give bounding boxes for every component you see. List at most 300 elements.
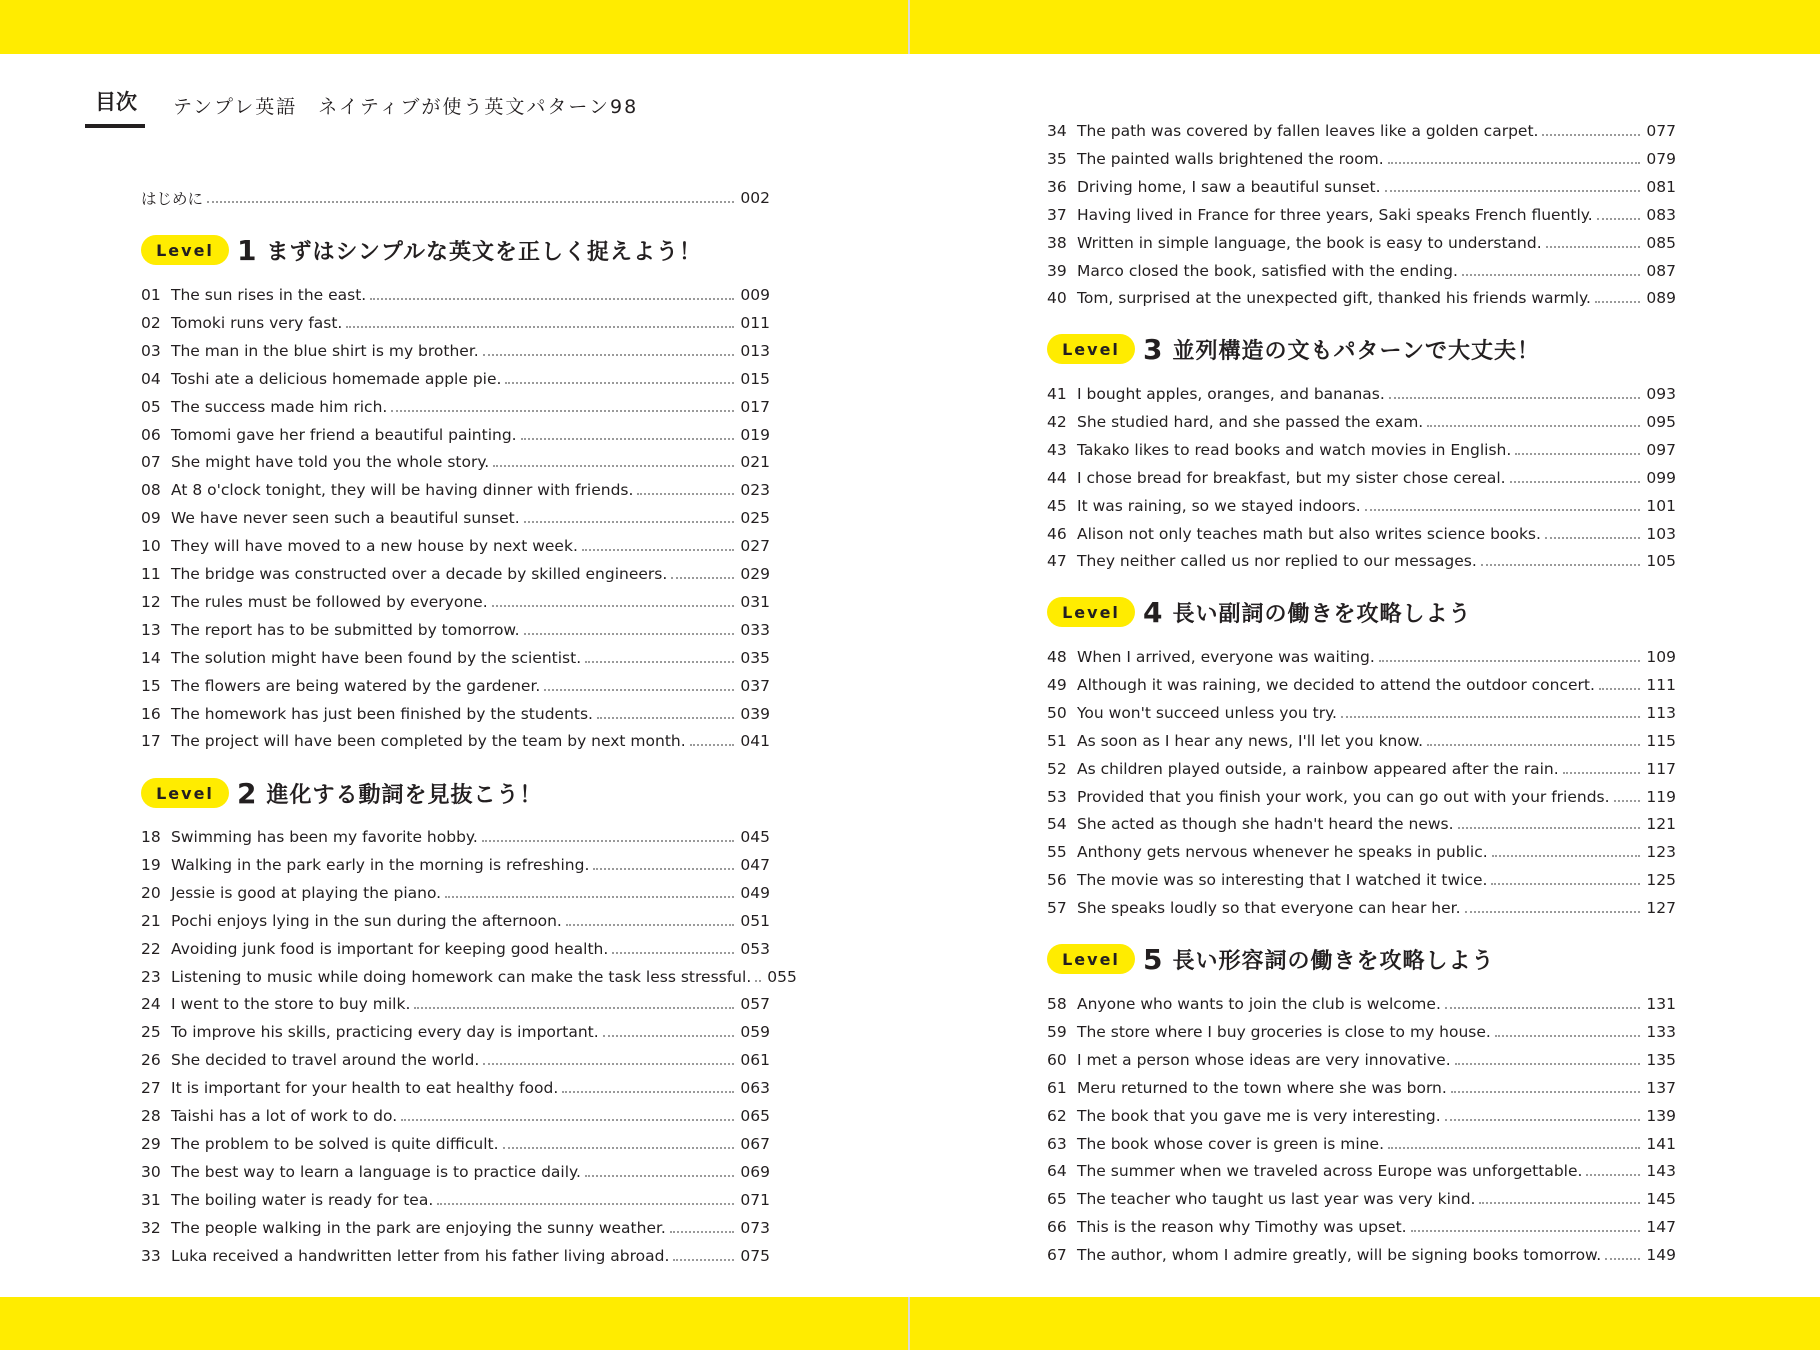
page-number: 095 [1646,413,1676,431]
entry-number: 12 [141,593,161,611]
page-number: 075 [740,1247,770,1265]
entry-number: 45 [1047,497,1067,515]
entry-number: 58 [1047,995,1067,1013]
page-number: 099 [1646,469,1676,487]
page-number: 025 [740,509,770,527]
entry-number: 40 [1047,289,1067,307]
page-number: 105 [1646,552,1676,570]
dot-leader [755,980,761,982]
entry-number: 53 [1047,788,1067,806]
toc-entry [1047,466,1676,490]
toc-entry [141,1020,770,1044]
dot-leader [445,896,734,898]
level-heading-4 [1047,595,1472,629]
level-title: まずはシンプルな英文を正しく捉えよう！ [266,239,703,265]
entry-text: You won't succeed unless you try. [1077,704,1337,722]
entry-text: As soon as I hear any news, I'll let you know. [1077,732,1424,750]
entry-text: She speaks loudly so that everyone can hear her. [1077,899,1461,917]
toc-entry [141,1216,770,1240]
entry-number: 01 [141,286,161,304]
entry-number: 27 [141,1079,161,1097]
entry-text: Having lived in France for three years, Saki speaks French fluently. [1077,206,1593,224]
dot-leader [597,717,734,719]
dot-leader [1365,509,1641,511]
dot-leader [1545,537,1640,539]
entry-text: Provided that you finish your work, you can go out with your friends. [1077,788,1610,806]
dot-leader [673,1259,734,1261]
entry-number: 08 [141,481,161,499]
toc-heading: 目次 [95,90,137,114]
toc-entry [1047,1020,1676,1044]
entry-number: 22 [141,940,161,958]
entry-text: Meru returned to the town where she was born. [1077,1079,1447,1097]
entry-text: The bridge was constructed over a decade by skilled engineers. [171,565,668,583]
entry-number: 04 [141,370,161,388]
level-badge: Level [141,235,229,265]
dot-leader [1542,134,1640,136]
entry-text: Taishi has a lot of work to do. [171,1107,398,1125]
toc-entry [141,937,770,961]
entry-number: 31 [141,1191,161,1209]
entry-number: 65 [1047,1190,1067,1208]
toc-entry [1047,729,1676,753]
page-number: 143 [1646,1162,1676,1180]
page-number: 127 [1646,899,1676,917]
page-number: 119 [1646,788,1676,806]
page-number: 033 [740,621,770,639]
entry-number: 09 [141,509,161,527]
toc-entry [1047,812,1676,836]
toc-entry [1047,147,1676,171]
entry-text: Swimming has been my favorite hobby. [171,828,478,846]
intro-entry [141,186,770,210]
page-number: 097 [1646,441,1676,459]
dot-leader [593,868,734,870]
page-number: 039 [740,705,770,723]
entry-text: Alison not only teaches math but also writes science books. [1077,525,1541,543]
entry-number: 39 [1047,262,1067,280]
entry-text: The man in the blue shirt is my brother. [171,342,479,360]
toc-entry [141,562,770,586]
entry-text: Tom, surprised at the unexpected gift, thanked his friends warmly. [1077,289,1591,307]
entry-text: She might have told you the whole story. [171,453,490,471]
toc-entry [141,1160,770,1184]
dot-leader [524,521,735,523]
dot-leader [1595,301,1640,303]
entry-text: Jessie is good at playing the piano. [171,884,442,902]
entry-number: 60 [1047,1051,1067,1069]
page-number: 051 [740,912,770,930]
page-number: 053 [740,940,770,958]
toc-entry [1047,673,1676,697]
entry-text: She studied hard, and she passed the exam. [1077,413,1424,431]
top-yellow-band [0,0,1820,54]
toc-entry [1047,868,1676,892]
entry-text: I bought apples, oranges, and bananas. [1077,385,1385,403]
page-number: 015 [740,370,770,388]
dot-leader [207,201,734,203]
page-number: 135 [1646,1051,1676,1069]
entry-number: 51 [1047,732,1067,750]
level-heading-2 [141,776,543,810]
page-number: 125 [1646,871,1676,889]
dot-leader [1479,1202,1640,1204]
dot-leader [493,465,734,467]
toc-entry [1047,645,1676,669]
entry-number: 15 [141,677,161,695]
entry-number: 32 [141,1219,161,1237]
toc-entry [141,1132,770,1156]
entry-number: 06 [141,426,161,444]
dot-leader [1385,190,1641,192]
page-number: 083 [1646,206,1676,224]
entry-number: 37 [1047,206,1067,224]
page-number: 057 [740,995,770,1013]
dot-leader [544,689,734,691]
entry-number: 29 [141,1135,161,1153]
toc-entry [141,450,770,474]
dot-leader [1605,1258,1640,1260]
toc-entry [1047,785,1676,809]
entry-number: 26 [141,1051,161,1069]
toc-entry [1047,1132,1676,1156]
toc-entry [1047,1159,1676,1183]
dot-leader [503,1147,735,1149]
entry-text: The author, whom I admire greatly, will be signing books tomorrow. [1077,1246,1602,1264]
toc-entry [1047,119,1676,143]
entry-text: The painted walls brightened the room. [1077,150,1384,168]
entry-text: The book whose cover is green is mine. [1077,1135,1385,1153]
page-number: 065 [740,1107,770,1125]
entry-number: 42 [1047,413,1067,431]
toc-entry [1047,522,1676,546]
page-number: 063 [740,1079,770,1097]
dot-leader [1515,453,1640,455]
entry-number: 07 [141,453,161,471]
dot-leader [1481,564,1641,566]
entry-number: 59 [1047,1023,1067,1041]
dot-leader [346,326,734,328]
toc-entry [141,965,797,989]
page-number: 023 [740,481,770,499]
toc-entry [1047,494,1676,518]
entry-number: 36 [1047,178,1067,196]
entry-text: Takako likes to read books and watch movies in English. [1077,441,1512,459]
toc-entry [1047,757,1676,781]
entry-number: 34 [1047,122,1067,140]
entry-text: Marco closed the book, satisfied with the ending. [1077,262,1458,280]
entry-number: 63 [1047,1135,1067,1153]
entry-text: Although it was raining, we decided to attend the outdoor concert. [1077,676,1595,694]
entry-text: It is important for your health to eat healthy food. [171,1079,559,1097]
toc-entry [141,729,770,753]
dot-leader [1427,744,1640,746]
entry-number: 44 [1047,469,1067,487]
level-number: 4 [1143,595,1163,629]
entry-number: 64 [1047,1162,1067,1180]
page-number: 149 [1646,1246,1676,1264]
toc-heading-underline [85,124,145,128]
page-number: 055 [767,968,797,986]
entry-text: To improve his skills, practicing every day is important. [171,1023,599,1041]
dot-leader [671,577,734,579]
page-number: 059 [740,1023,770,1041]
entry-text: They neither called us nor replied to our messages. [1077,552,1477,570]
level-title: 長い形容詞の働きを攻略しよう [1172,948,1495,974]
entry-text: The report has to be submitted by tomorrow. [171,621,520,639]
level-title: 並列構造の文もパターンで大丈夫！ [1172,338,1541,364]
dot-leader [370,298,734,300]
entry-number: 62 [1047,1107,1067,1125]
level-heading-5 [1047,942,1495,976]
page-number: 147 [1646,1218,1676,1236]
dot-leader [1599,688,1641,690]
dot-leader [1492,855,1641,857]
level-heading-1 [141,233,702,267]
entry-text: The people walking in the park are enjoying the sunny weather. [171,1219,666,1237]
toc-entry [141,674,770,698]
dot-leader [1510,481,1641,483]
entry-text: The rules must be followed by everyone. [171,593,488,611]
dot-leader [437,1203,734,1205]
dot-leader [1411,1230,1641,1232]
bottom-yellow-band [0,1297,1820,1350]
dot-leader [612,952,734,954]
page-number: 133 [1646,1023,1676,1041]
page-number: 131 [1646,995,1676,1013]
page-number: 113 [1646,704,1676,722]
entry-number: 48 [1047,648,1067,666]
toc-entry [1047,896,1676,920]
entry-number: 20 [141,884,161,902]
toc-entry [141,1076,770,1100]
toc-entry [141,423,770,447]
entry-number: 67 [1047,1246,1067,1264]
dot-leader [1495,1035,1641,1037]
entry-number: 50 [1047,704,1067,722]
dot-leader [562,1091,734,1093]
page-number: 139 [1646,1107,1676,1125]
page-number: 041 [740,732,770,750]
page-number: 081 [1646,178,1676,196]
toc-entry [141,339,770,363]
toc-entry [141,702,770,726]
page-number: 123 [1646,843,1676,861]
entry-text: Written in simple language, the book is easy to understand. [1077,234,1542,252]
level-number: 2 [237,776,257,810]
toc-entry [1047,1076,1676,1100]
entry-number: 38 [1047,234,1067,252]
entry-number: 18 [141,828,161,846]
dot-leader [401,1119,734,1121]
entry-number: 47 [1047,552,1067,570]
page-number: 027 [740,537,770,555]
entry-number: 28 [141,1107,161,1125]
page-number: 121 [1646,815,1676,833]
entry-text: The problem to be solved is quite difficult. [171,1135,499,1153]
entry-text: I met a person whose ideas are very innovative. [1077,1051,1451,1069]
toc-entry [141,1104,770,1128]
page-number: 115 [1646,732,1676,750]
page-gutter-top [908,0,910,54]
entry-number: 14 [141,649,161,667]
dot-leader [670,1231,735,1233]
dot-leader [414,1007,734,1009]
toc-entry [1047,1104,1676,1128]
toc-entry [1047,1215,1676,1239]
entry-number: 57 [1047,899,1067,917]
entry-number: 30 [141,1163,161,1181]
page-number: 029 [740,565,770,583]
entry-number: 33 [141,1247,161,1265]
dot-leader [1563,772,1641,774]
dot-leader [1451,1091,1641,1093]
dot-leader [1465,911,1641,913]
page-number: 009 [740,286,770,304]
book-title: テンプレ英語 ネイティブが使う英文パターン98 [173,96,639,118]
dot-leader [603,1035,735,1037]
dot-leader [1458,827,1641,829]
page-number: 089 [1646,289,1676,307]
entry-number: 23 [141,968,161,986]
page-number: 037 [740,677,770,695]
toc-entry [141,909,770,933]
entry-text: The flowers are being watered by the gardener. [171,677,541,695]
toc-entry [1047,1187,1676,1211]
dot-leader [1388,1147,1640,1149]
entry-text: Luka received a handwritten letter from his father living abroad. [171,1247,670,1265]
entry-text: Walking in the park early in the morning is refreshing. [171,856,590,874]
toc-entry [141,590,770,614]
level-badge: Level [141,778,229,808]
entry-number: 19 [141,856,161,874]
page-number: 019 [740,426,770,444]
entry-text: Tomomi gave her friend a beautiful painting. [171,426,517,444]
page-number: 069 [740,1163,770,1181]
toc-entry [1047,840,1676,864]
level-title: 進化する動詞を見抜こう！ [266,782,543,808]
dot-leader [585,661,734,663]
entry-text: She decided to travel around the world. [171,1051,480,1069]
entry-text: The teacher who taught us last year was very kind. [1077,1190,1476,1208]
toc-entry [1047,203,1676,227]
toc-entry [1047,382,1676,406]
entry-text: The best way to learn a language is to practice daily. [171,1163,581,1181]
dot-leader [1546,246,1641,248]
entry-number: 24 [141,995,161,1013]
page-number: 085 [1646,234,1676,252]
page-number: 117 [1646,760,1676,778]
page-number: 047 [740,856,770,874]
page-number: 087 [1646,262,1676,280]
page-number: 093 [1646,385,1676,403]
entry-number: 61 [1047,1079,1067,1097]
entry-text: I chose bread for breakfast, but my sister chose cereal. [1077,469,1506,487]
entry-number: 54 [1047,815,1067,833]
dot-leader [1388,162,1641,164]
entry-text: This is the reason why Timothy was upset. [1077,1218,1407,1236]
dot-leader [1491,883,1640,885]
entry-text: Driving home, I saw a beautiful sunset. [1077,178,1381,196]
entry-text: The book that you gave me is very interesting. [1077,1107,1441,1125]
entry-number: 11 [141,565,161,583]
entry-text: Tomoki runs very fast. [171,314,343,332]
toc-entry [1047,549,1676,573]
entry-text: Avoiding junk food is important for keeping good health. [171,940,609,958]
toc-entry [141,618,770,642]
toc-entry [1047,259,1676,283]
page-number: 109 [1646,648,1676,666]
toc-entry [141,992,770,1016]
entry-text: はじめに [141,190,204,208]
toc-entry [141,311,770,335]
toc-entry [141,478,770,502]
page-number: 013 [740,342,770,360]
dot-leader [1427,425,1640,427]
level-number: 1 [237,233,257,267]
entry-number: 25 [141,1023,161,1041]
dot-leader [1455,1063,1641,1065]
page-number: 002 [740,189,770,207]
toc-entry [141,825,770,849]
entry-text: The project will have been completed by the team by next month. [171,732,686,750]
dot-leader [524,633,735,635]
entry-text: The store where I buy groceries is close to my house. [1077,1023,1491,1041]
toc-entry [141,646,770,670]
entry-number: 49 [1047,676,1067,694]
dot-leader [505,382,734,384]
dot-leader [1586,1174,1640,1176]
entry-text: The summer when we traveled across Europe was unforgettable. [1077,1162,1583,1180]
level-badge: Level [1047,334,1135,364]
dot-leader [1341,716,1640,718]
toc-entry [141,1188,770,1212]
toc-entry [1047,231,1676,255]
entry-text: Pochi enjoys lying in the sun during the afternoon. [171,912,562,930]
toc-entry [141,1244,770,1268]
page-gutter-bottom [908,1297,910,1350]
page-number: 073 [740,1219,770,1237]
dot-leader [566,924,735,926]
entry-number: 46 [1047,525,1067,543]
page-number: 067 [740,1135,770,1153]
entry-number: 35 [1047,150,1067,168]
level-badge: Level [1047,597,1135,627]
entry-number: 66 [1047,1218,1067,1236]
entry-text: At 8 o'clock tonight, they will be having dinner with friends. [171,481,634,499]
entry-number: 41 [1047,385,1067,403]
entry-number: 17 [141,732,161,750]
entry-number: 52 [1047,760,1067,778]
entry-text: The boiling water is ready for tea. [171,1191,434,1209]
entry-text: Toshi ate a delicious homemade apple pie. [171,370,502,388]
page-number: 021 [740,453,770,471]
entry-text: The homework has just been finished by the students. [171,705,593,723]
dot-leader [483,354,735,356]
entry-number: 13 [141,621,161,639]
entry-text: The solution might have been found by the scientist. [171,649,582,667]
toc-entry [141,395,770,419]
entry-number: 02 [141,314,161,332]
page-number: 141 [1646,1135,1676,1153]
dot-leader [690,744,735,746]
toc-entry [1047,1243,1676,1267]
toc-entry [141,506,770,530]
entry-number: 55 [1047,843,1067,861]
level-number: 5 [1143,942,1163,976]
entry-text: The success made him rich. [171,398,388,416]
toc-entry [141,881,770,905]
